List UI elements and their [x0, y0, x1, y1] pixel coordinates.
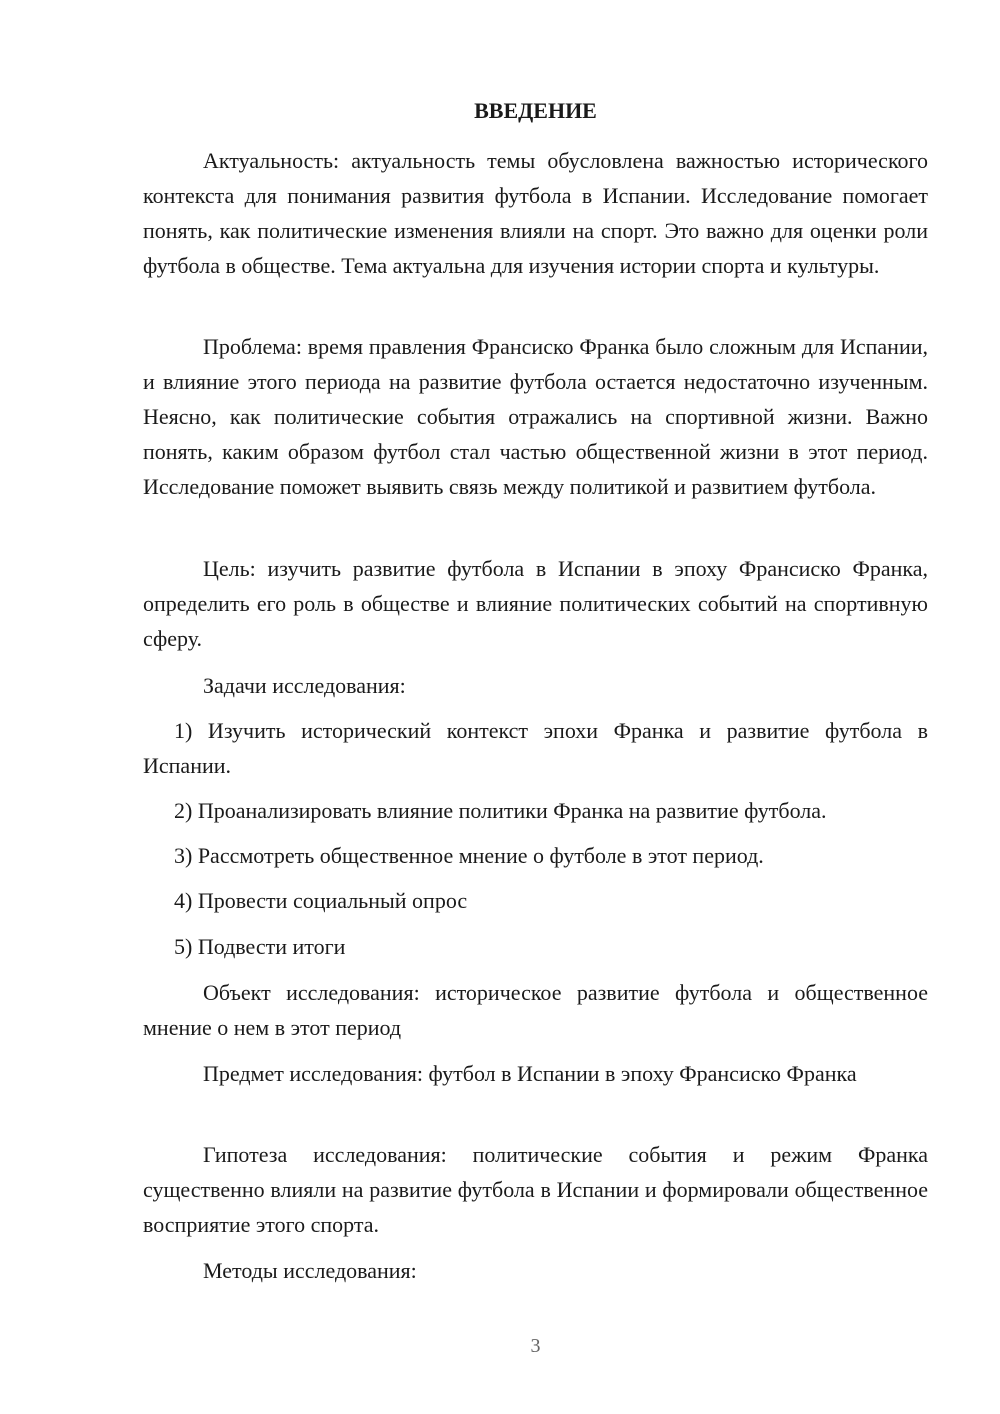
task-item-2: 2) Проанализировать влияние политики Франка на развитие футбола. [174, 798, 827, 823]
hypothesis-paragraph: Гипотеза исследования: политические события и режим Франка существенно влияли на развитие футбола в Испании и формировали общественное восприятие этого спорта. [143, 1142, 928, 1237]
subject-paragraph: Предмет исследования: футбол в Испании в эпоху Франсиско Франка [203, 1061, 857, 1086]
relevance-paragraph: Актуальность: актуальность темы обусловлена важностью исторического контекста для понимания развития футбола в Испании. Исследование помогает понять, как политические изменения влияли на спорт. Это важно для оценки роли футбола в обществе. Тема актуальна для изучения истории спорта и культуры. [143, 148, 928, 278]
goal-paragraph: Цель: изучить развитие футбола в Испании в эпоху Франсиско Франка, определить его роль в обществе и влияние политических событий на спортивную сферу. [143, 556, 928, 651]
task-item-3: 3) Рассмотреть общественное мнение о футболе в этот период. [174, 843, 764, 868]
problem-paragraph: Проблема: время правления Франсиско Франка было сложным для Испании, и влияние этого периода на развитие футбола остается недостаточно изученным. Неясно, как политические события отражались на спортивной жизни. Важно понять, каким образом футбол стал частью общественной жизни в этот период. Исследование поможет выявить связь между политикой и развитием футбола. [143, 334, 928, 499]
document-page [143, 0, 928, 1414]
page-number: 3 [530, 1335, 541, 1357]
methods-heading: Методы исследования: [203, 1258, 417, 1283]
task-item-5: 5) Подвести итоги [174, 934, 346, 959]
object-paragraph: Объект исследования: историческое развитие футбола и общественное мнение о нем в этот период [143, 980, 928, 1040]
section-title: ВВЕДЕНИЕ [474, 98, 597, 123]
tasks-heading: Задачи исследования: [203, 673, 406, 698]
task-item-4: 4) Провести социальный опрос [174, 888, 468, 913]
task-item-1: 1) Изучить исторический контекст эпохи Франка и развитие футбола в Испании. [143, 718, 928, 778]
